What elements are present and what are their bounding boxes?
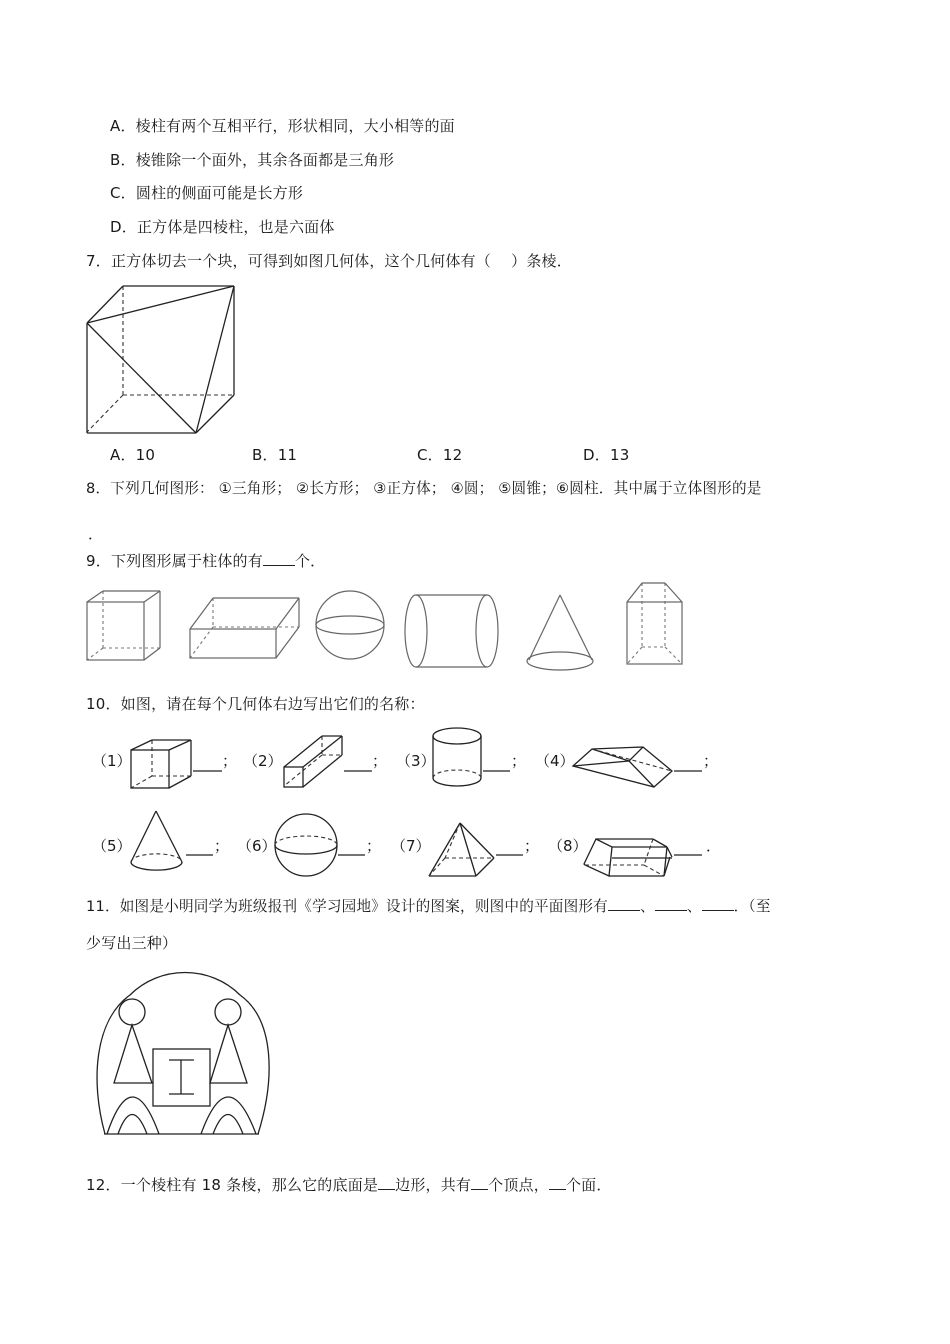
q12-text-3: 个顶点， [488,1176,549,1194]
q10-end-6: ； [366,837,382,855]
q9-stem-end: 个． [294,552,326,570]
q10-end-2: ； [372,752,388,770]
q11-separator-2: 、 [686,898,702,915]
q7-option-c: C．12 [417,446,463,464]
q7-option-b: B．11 [252,446,298,464]
q8-answer-end: ． [88,525,104,543]
q7-stem: 7．正方体切去一个块，可得到如图几何体，这个几何体有（ ）条棱． [86,252,572,270]
q10-end-4: ； [703,752,719,770]
q12-text-2: 边形，共有 [395,1176,472,1194]
q7-option-a: A．10 [110,446,156,464]
q6-option-c: C．圆柱的侧面可能是长方形 [110,184,304,202]
q10-label-5: （5） [92,837,132,855]
q10-end-3: ； [511,752,527,770]
q6-option-b: B．棱锥除一个面外，其余各面都是三角形 [110,151,395,169]
q12-blank-base-sides[interactable] [378,1175,395,1190]
q12-text-4: 个面． [565,1176,612,1194]
q10-end-7: ； [524,837,540,855]
q10-label-1: （1） [92,752,132,770]
q11-stem-text: 11．如图是小明同学为班级报刊《学习园地》设计的图案，则图中的平面图形有 [86,898,608,915]
q10-label-3: （3） [396,752,436,770]
q10-end-1: ； [222,752,238,770]
q11-stem-line2: 少写出三种） [86,934,178,952]
q6-option-a: A．棱柱有两个互相平行，形状相同，大小相等的面 [110,117,455,135]
q9-stem-text: 9．下列图形属于柱体的有 [86,552,263,570]
q10-stem: 10．如图，请在每个几何体右边写出它们的名称： [86,695,425,713]
q6-option-d: D．正方体是四棱柱，也是六面体 [110,218,335,236]
q10-label-4: （4） [535,752,575,770]
q11-separator-1: 、 [639,898,655,915]
q12-blank-faces[interactable] [549,1175,566,1190]
q10-end-5: ； [214,837,230,855]
q7-option-d: D．13 [583,446,630,464]
q10-label-2: （2） [243,752,283,770]
q10-label-6: （6） [237,837,277,855]
q8-stem: 8．下列几何图形： ①三角形； ②长方形； ③正方体； ④圆； ⑤圆锥；⑥圆柱．其中属于立体图形的是 [86,480,762,497]
q12-blank-vertices[interactable] [471,1175,488,1190]
q10-end-8: ． [706,837,722,855]
q10-label-7: （7） [391,837,431,855]
q10-label-8: （8） [548,837,588,855]
q11-stem-end: ．（至 [733,898,771,915]
q12-stem [86,1175,612,1195]
q12-text-1: 12．一个棱柱有 18 条棱，那么它的底面是 [86,1176,379,1194]
